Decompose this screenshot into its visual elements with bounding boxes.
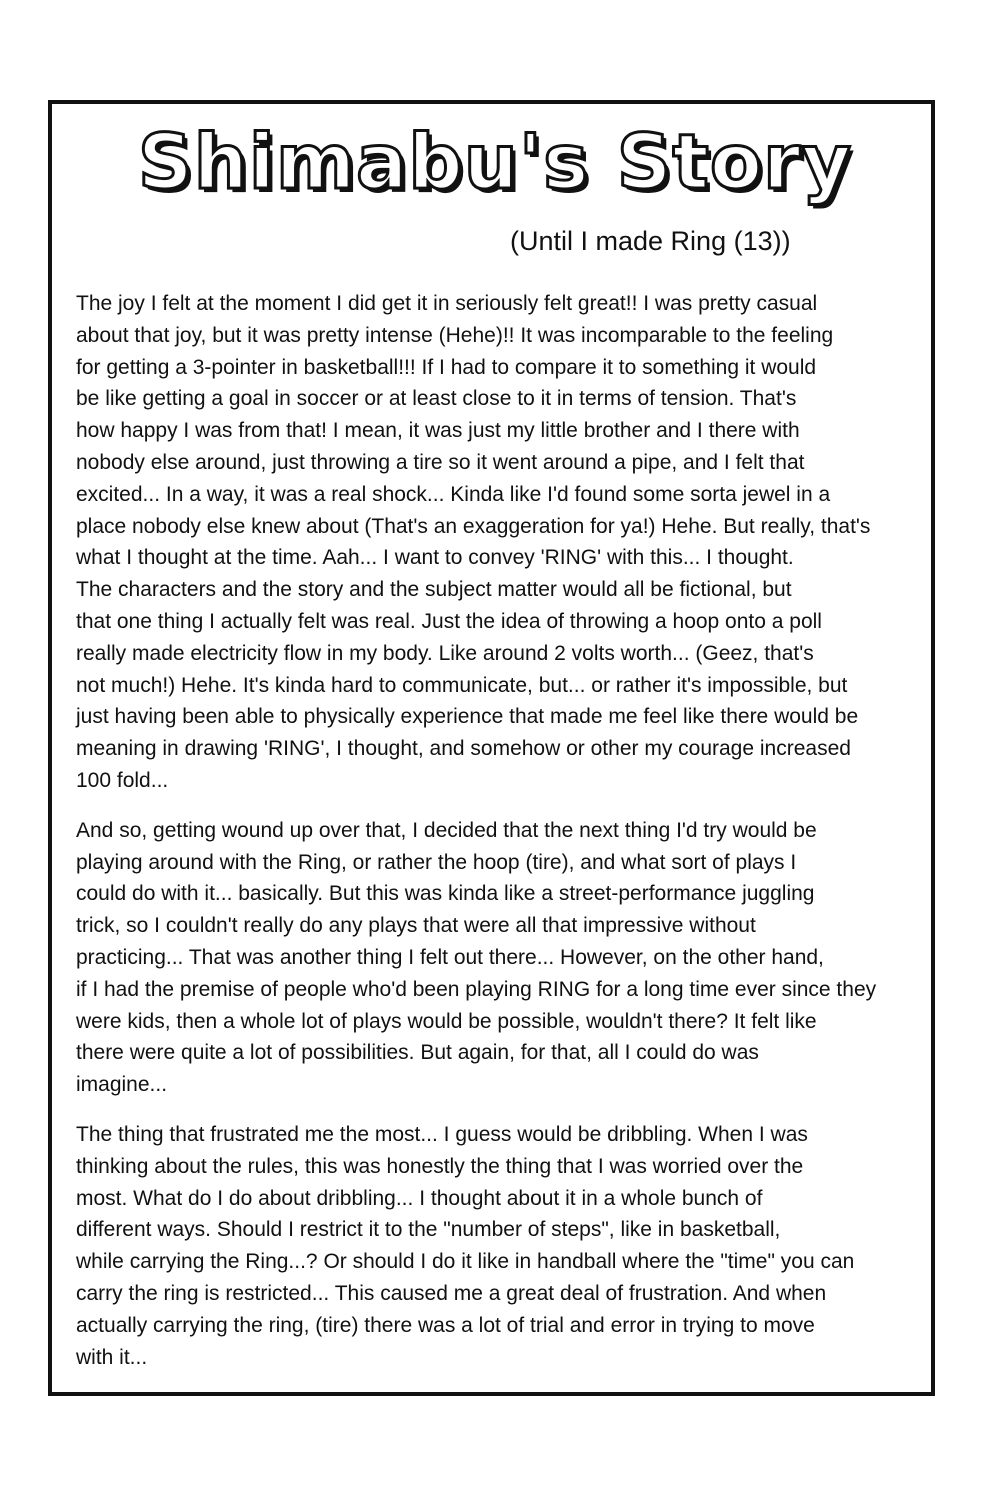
text-line: And so, getting wound up over that, I decided that the next thing I'd try would be — [76, 818, 817, 842]
text-line: excited... In a way, it was a real shock... Kinda like I'd found some sorta jewel in a — [76, 482, 831, 506]
paragraph-1 — [76, 288, 926, 797]
text-line: just having been able to physically experience that made me feel like there would be — [76, 705, 859, 729]
text-line: practicing... That was another thing I felt out there... However, on the other hand, — [76, 945, 824, 969]
page-subtitle: (Until I made Ring (13)) — [510, 226, 791, 256]
text-line: meaning in drawing 'RING', I thought, and somehow or other my courage increased — [76, 737, 851, 761]
text-line: for getting a 3-pointer in basketball!!! If I had to compare it to something it would — [76, 355, 817, 379]
text-line: trick, so I couldn't really do any plays that were all that impressive without — [76, 914, 756, 938]
text-line: what I thought at the time. Aah... I want to convey 'RING' with this... I thought. — [76, 546, 794, 570]
text-line: were kids, then a whole lot of plays would be possible, wouldn't there? It felt like — [76, 1009, 817, 1033]
text-line: with it... — [76, 1345, 148, 1369]
text-line: nobody else around, just throwing a tire so it went around a pipe, and I felt that — [76, 450, 805, 474]
text-line: thinking about the rules, this was honestly the thing that I was worried over the — [76, 1154, 804, 1178]
paragraph-2 — [76, 815, 926, 1101]
text-line: actually carrying the ring, (tire) there was a lot of trial and error in trying to move — [76, 1313, 815, 1337]
text-line: while carrying the Ring...? Or should I do it like in handball where the "time" you can — [76, 1250, 855, 1274]
text-line: about that joy, but it was pretty intense (Hehe)!! It was incomparable to the feeling — [76, 323, 834, 347]
text-line: how happy I was from that! I mean, it was just my little brother and I there with — [76, 419, 800, 443]
text-line: place nobody else knew about (That's an exaggeration for ya!) Hehe. But really, that's — [76, 514, 871, 538]
paragraph-3 — [76, 1119, 926, 1373]
story-body — [76, 288, 926, 1373]
text-line: be like getting a goal in soccer or at least close to it in terms of tension. That's — [76, 387, 797, 411]
text-line: different ways. Should I restrict it to the "number of steps", like in basketball, — [76, 1218, 781, 1242]
text-line: most. What do I do about dribbling... I thought about it in a whole bunch of — [76, 1186, 763, 1210]
text-line: The thing that frustrated me the most... I guess would be dribbling. When I was — [76, 1122, 808, 1146]
text-line: could do with it... basically. But this was kinda like a street-performance juggling — [76, 882, 815, 906]
text-line: not much!) Hehe. It's kinda hard to communicate, but... or rather it's impossible, but — [76, 673, 848, 697]
text-line: 100 fold... — [76, 768, 169, 792]
text-line: really made electricity flow in my body. Like around 2 volts worth... (Geez, that's — [76, 641, 814, 665]
text-line: The characters and the story and the subject matter would all be fictional, but — [76, 578, 792, 602]
text-line: there were quite a lot of possibilities. But again, for that, all I could do was — [76, 1041, 759, 1065]
text-line: imagine... — [76, 1073, 168, 1097]
page-title: Shimabu's Story — [137, 117, 853, 206]
text-line: carry the ring is restricted... This caused me a great deal of frustration. And when — [76, 1281, 827, 1305]
text-line: The joy I felt at the moment I did get it in seriously felt great!! I was pretty casual — [76, 292, 818, 315]
text-line: that one thing I actually felt was real. Just the idea of throwing a hoop onto a poll — [76, 609, 822, 633]
text-line: if I had the premise of people who'd been playing RING for a long time ever since they — [76, 977, 877, 1001]
text-line: playing around with the Ring, or rather the hoop (tire), and what sort of plays I — [76, 850, 797, 874]
